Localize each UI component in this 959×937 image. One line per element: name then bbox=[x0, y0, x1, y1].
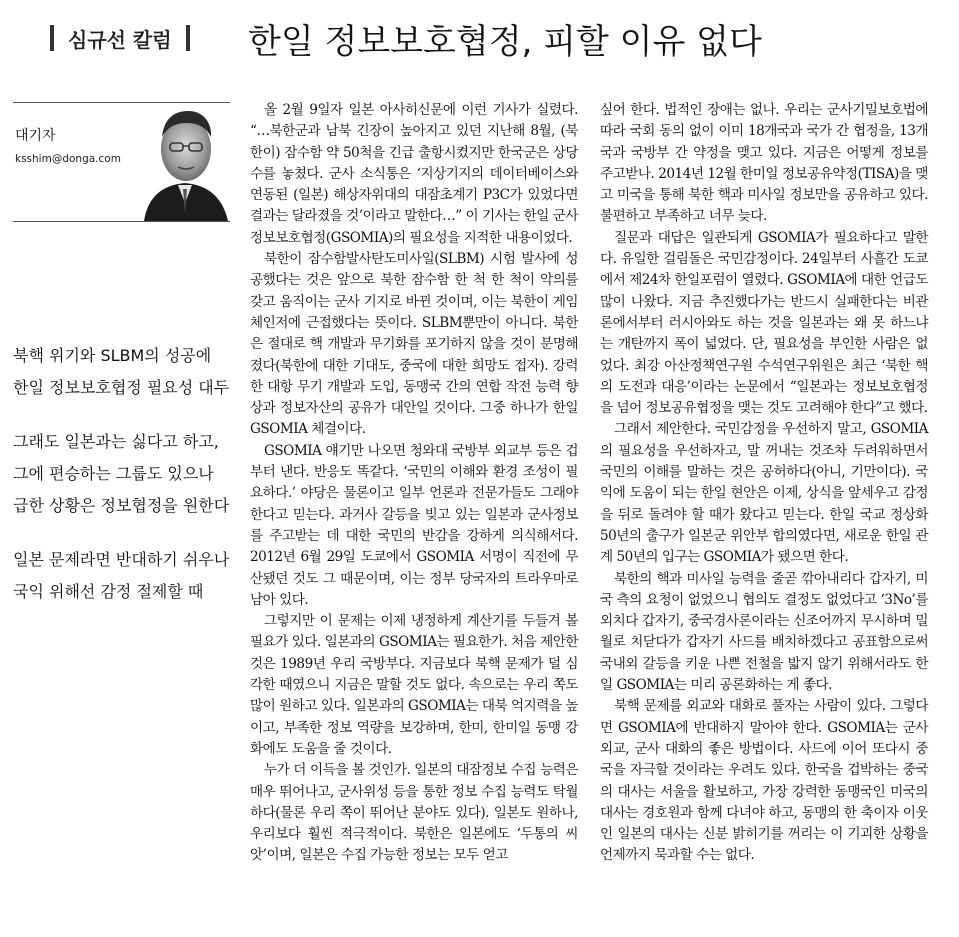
pull-quotes bbox=[13, 340, 235, 630]
column-label-text: 심규선 칼럼 bbox=[68, 27, 172, 52]
body-paragraph: 싶어 한다. 법적인 장애는 없나. 우리는 군사기밀보호법에 따라 국회 동의 없이 이미 18개국과 국가 간 협정을, 13개국과 국방부 간 약정을 맺고 있다. 지금은 어떻게 정보를 주고받나. 2014년 12월 한미일 정보공유약정(TISA)을 맺고 미국을 통해 북한 핵과 미사일 정보만을 공유하고 있다. 불편하고 부족하고 너무 늦다. bbox=[600, 102, 928, 225]
pull-quote-3 bbox=[13, 544, 235, 608]
author-box bbox=[13, 102, 230, 222]
pull-quote-2 bbox=[13, 426, 235, 522]
pull-quote-line: 한일 정보보호협정 필요성 대두 bbox=[13, 378, 230, 397]
author-email: ksshim@donga.com bbox=[15, 153, 121, 165]
author-name: 대기자 bbox=[15, 128, 56, 144]
body-paragraph: 북한의 핵과 미사일 능력을 줄곧 깎아내리다 갑자기, 미국 측의 요청이 없었으니 협의도 결정도 없었다고 ‘3No’를 외치다 갑자기, 중국경사론이라는 신조어까지 무시하며 밀월로 치닫다가 갑자기 사드를 배치하겠다고 공표함으로써 국내외 갈등을 키운 나쁜 전철을 밟지 않기 위해서라도 한일 GSOMIA는 미리 공론화하는 게 좋다. bbox=[600, 570, 928, 694]
body-paragraph: 질문과 대답은 일관되게 GSOMIA가 필요하다고 말한다. 유일한 걸림돌은 국민감정이다. 24일부터 사흘간 도쿄에서 제24차 한일포럼이 열렸다. GSOMIA에 대한 언급도 많이 나왔다. 지금 추진했다가는 반드시 실패한다는 비관론에서부터 러시아와도 하는 것을 일본과는 왜 못 하느냐는 개탄까지 폭이 넓었다. 단, 필요성을 부인한 사람은 없었다. 최강 아산정책연구원 수석연구위원은 최근 ‘북한 핵의 도전과 대응’이라는 논문에서 “일본과는 정보보호협정을 넘어 정보공유협정을 맺는 것도 고려해야 한다”고 했다. bbox=[600, 229, 928, 417]
body-paragraph: 누가 더 이득을 볼 것인가. 일본의 대잠정보 수집 능력은 매우 뛰어나고, 군사위성 등을 통한 정보 수집 능력도 탁월하다(물론 우리 쪽이 뛰어난 분야도 있다). 일본도 원하나, 우리보다 훨씬 적극적이다. 북한은 일본에도 ‘두통의 씨앗’이며, 일본은 수집 가능한 정보는 모두 얻고 bbox=[250, 762, 578, 864]
pull-quote-line: 그에 편승하는 그룹도 있으나 bbox=[13, 464, 214, 483]
body-paragraph: 북핵 문제를 외교와 대화로 풀자는 사람이 있다. 그렇다면 GSOMIA에 반대하지 말아야 한다. GSOMIA는 군사 외교, 군사 대화의 좋은 방법이다. 사드에 이어 또다시 중국을 자극할 것이라는 우려도 있다. 한국을 겁박하는 중국의 대사는 서울을 활보하고, 가장 강력한 동맹국인 미국의 대사는 경호원과 함께 다녀야 하고, 동맹의 한 축이자 이웃인 일본의 대사는 신분 밝히기를 꺼리는 이 기괴한 상황을 언제까지 묵과할 수는 없다. bbox=[600, 698, 928, 864]
body-paragraph: GSOMIA 얘기만 나오면 청와대 국방부 외교부 등은 겁부터 낸다. 반응도 똑같다. ‘국민의 이해와 환경 조성이 필요하다.’ 야당은 물론이고 일부 언론과 전문가들도 그래야 한다고 믿는다. 과거사 갈등을 빚고 있는 일본과 군사정보를 주고받는 데 대한 국민의 반감을 강하게 의식해서다. 2012년 6월 29일 도쿄에서 GSOMIA 서명이 직전에 무산됐던 것도 그 때문이며, 이는 정부 당국자의 트라우마로 남아 있다. bbox=[250, 442, 578, 608]
body-column-1 bbox=[250, 100, 578, 867]
pull-quote-1 bbox=[13, 340, 235, 404]
body-paragraph: 북한이 잠수함발사탄도미사일(SLBM) 시험 발사에 성공했다는 것은 앞으로 북한 잠수함 한 척 한 척이 악의를 갖고 움직이는 군사 기지로 바뀐 것이며, 이는 북한이 게임 체인저에 근접했다는 뜻이다. SLBM뿐만이 아니다. 북한은 절대로 핵 개발과 무기화를 포기하지 않을 것이 분명해졌다(북한에 대한 기대도, 중국에 대한 희망도 접자). 강력한 대항 무기 개발과 도입, 동맹국 간의 연합 작전 능력 향상과 정보자산의 공유가 대안일 것이다. 그중 하나가 한일 GSOMIA 체결이다. bbox=[250, 251, 578, 438]
pull-quote-line: 일본 문제라면 반대하기 쉬우나 bbox=[13, 550, 230, 569]
label-left-bar bbox=[50, 25, 54, 51]
body-column-2 bbox=[600, 100, 928, 867]
column-label bbox=[50, 20, 190, 56]
label-right-bar bbox=[186, 25, 190, 51]
headline: 한일 정보보호협정, 피할 이유 없다 bbox=[248, 22, 762, 62]
author-portrait-icon bbox=[140, 103, 230, 221]
body-paragraph: 그래서 제안한다. 국민감정을 우선하지 말고, GSOMIA의 필요성을 우선하자고, 말 꺼내는 것조차 두려워하면서 국민의 이해를 말하는 것은 공허하다(아니, 기만이다). 국익에 도움이 되는 한일 현안은 이제, 상식을 앞세우고 감정을 뒤로 돌려야 할 때가 왔다고 믿는다. 한일 국교 정상화 50년의 출구가 일본군 위안부 합의였다면, 새로운 한일 관계 50년의 입구는 GSOMIA가 됐으면 한다. bbox=[600, 421, 928, 566]
pull-quote-line: 급한 상황은 정보협정을 원한다 bbox=[13, 496, 230, 515]
pull-quote-line: 국익 위해선 감정 절제할 때 bbox=[13, 582, 204, 601]
pull-quote-line: 북핵 위기와 SLBM의 성공에 bbox=[13, 346, 212, 365]
body-paragraph: 그렇지만 이 문제는 이제 냉정하게 계산기를 두들겨 볼 필요가 있다. 일본과의 GSOMIA는 필요한가. 처음 제안한 것은 1989년 우리 국방부다. 지금보다 북핵 문제가 덜 심각한 때였으니 지금은 말할 것도 없다. 속으로는 우리 쪽도 많이 원하고 있다. 일본과의 GSOMIA는 대북 억지력을 높이고, 부족한 정보 역량을 보강하며, 한미, 한미일 동맹 강화에도 도움을 줄 것이다. bbox=[250, 613, 578, 757]
pull-quote-line: 그래도 일본과는 싫다고 하고, bbox=[13, 432, 219, 451]
body-paragraph: 올 2월 9일자 일본 아사히신문에 이런 기사가 실렸다. “…북한군과 남북 긴장이 높아지고 있던 지난해 8월, (북한이) 잠수함 약 50척을 긴급 출항시켰지만 한국군은 상당수를 놓쳤다. 군사 소식통은 ‘지상기지의 데이터베이스와 연동된 (일본) 해상자위대의 대잠초계기 P3C가 있었다면 결과는 달라졌을 것’이라고 말한다…” 이 기사는 한일 군사정보보호협정(GSOMIA)의 필요성을 지적한 내용이었다. bbox=[250, 102, 579, 246]
